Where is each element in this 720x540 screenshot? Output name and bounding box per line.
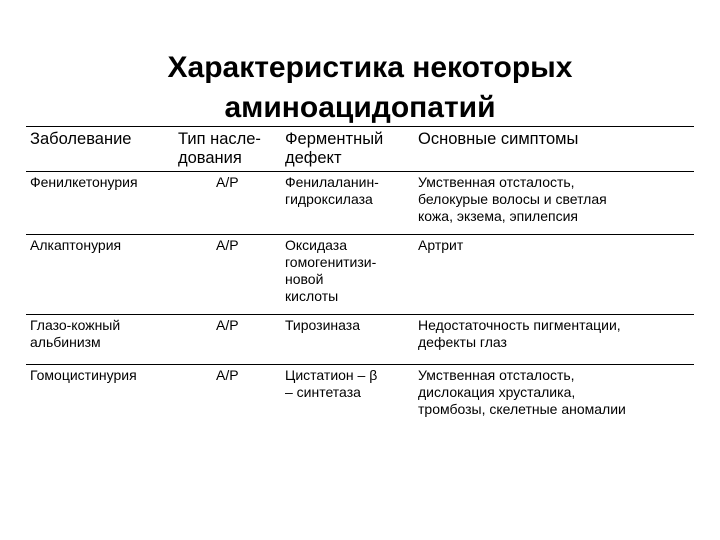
table-header <box>26 127 694 172</box>
slide-title <box>0 48 720 128</box>
symptoms-cell: Умственная отсталость, белокурые волосы и светлая кожа, экзема, эпилепсия <box>414 172 694 235</box>
header-disease: Заболевание <box>26 127 170 172</box>
table-row <box>26 172 694 235</box>
table-body <box>26 172 694 433</box>
amino-acidopathies-table <box>26 126 694 432</box>
header-row <box>26 127 694 172</box>
table-row <box>26 235 694 315</box>
disease-cell: Алкаптонурия <box>26 235 170 315</box>
symptoms-cell: Артрит <box>414 235 694 315</box>
enzyme-cell: Фенилаланин- гидроксилаза <box>281 172 414 235</box>
header-inheritance: Тип насле- дования <box>170 127 281 172</box>
disease-cell: Фенилкетонурия <box>26 172 170 235</box>
slide-title-line-2: аминоацидопатий <box>224 91 496 125</box>
header-symptoms: Основные симптомы <box>414 127 694 172</box>
enzyme-cell: Цистатион – β – синтетаза <box>285 367 378 400</box>
inheritance-cell: А/Р <box>170 172 281 235</box>
disease-cell: Гомоцистинурия <box>30 367 137 383</box>
enzyme-cell: Тирозиназа <box>281 315 414 365</box>
enzyme-cell: Оксидаза гомогенитизи- новой кислоты <box>281 235 414 315</box>
inheritance-cell: А/Р <box>170 315 281 365</box>
table-row <box>26 365 694 433</box>
header-enzyme: Ферментный дефект <box>281 127 414 172</box>
disease-cell: Глазо-кожный альбинизм <box>26 315 170 365</box>
slide-title-line-1: Характеристика некоторых <box>167 51 573 85</box>
symptoms-cell: Недостаточность пигментации, дефекты глаз <box>414 315 694 365</box>
symptoms-cell: Умственная отсталость, дислокация хрусталика, тромбозы, скелетные аномалии <box>418 367 626 417</box>
inheritance-cell: А/Р <box>170 235 281 315</box>
table-row <box>26 315 694 365</box>
inheritance-cell: А/Р <box>216 367 239 383</box>
